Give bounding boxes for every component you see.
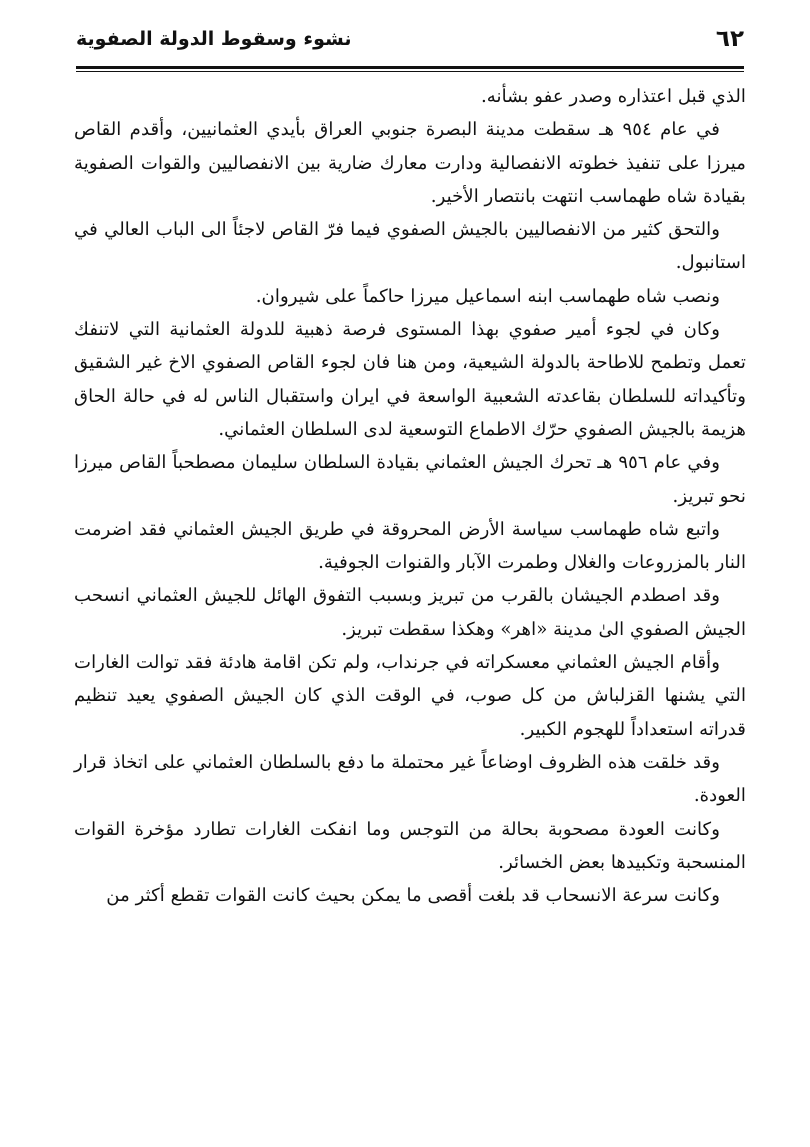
paragraph: وكانت سرعة الانسحاب قد بلغت أقصى ما يمكن بحيث كانت القوات تقطع أكثر من [106,885,720,907]
paragraph: وكان في لجوء أمير صفوي بهذا المستوى فرصة ذهبية للدولة العثمانية التي لاتنفك تعمل وتطمح للاطاحة بالدولة الشيعية، ومن هنا فان لجوء القاص الصفوي الاخ غير الشقيق وتأكيداته للسلطان بقاعدته الشعبية الواسعة في ايران واستقبال الناس له في حالة الحاق هزيمة بالجيش الصفوي حرّك الاطماع التوسعية لدى السلطان العثماني. [74,319,746,440]
paragraph: في عام ٩٥٤ هـ سقطت مدينة البصرة جنوبي العراق بأيدي العثمانيين، وأقدم القاص ميرزا على تنفيذ خطوته الانفصالية ودارت معارك ضارية بين الانفصاليين والقوات الصفوية بقيادة شاه طهماسب انتهت بانتصار الأخير. [74,119,746,207]
paragraph: وفي عام ٩٥٦ هـ تحرك الجيش العثماني بقيادة السلطان سليمان مصطحباً القاص ميرزا نحو تبريز. [74,452,746,507]
body-text [74,80,746,912]
paragraph: الذي قبل اعتذاره وصدر عفو بشأنه. [481,86,746,107]
paragraph: والتحق كثير من الانفصاليين بالجيش الصفوي فيما فرّ القاص لاجئاً الى الباب العالي في استانبول. [74,219,746,274]
paragraph: وقد اصطدم الجيشان بالقرب من تبريز وبسبب التفوق الهائل للجيش العثماني انسحب الجيش الصفوي الىٰ مدينة «اهر» وهكذا سقطت تبريز. [74,585,746,640]
paragraph: وأقام الجيش العثماني معسكراته في جرنداب، ولم تكن اقامة هادئة فقد توالت الغارات التي يشنها القزلباش من كل صوب، في الوقت الذي كان الجيش الصفوي يعيد تنظيم قدراته استعداداً للهجوم الكبير. [74,652,746,740]
paragraph: وكانت العودة مصحوبة بحالة من التوجس وما انفكت الغارات تطارد مؤخرة القوات المنسحبة وتكبيدها بعض الخسائر. [74,818,746,873]
header-rule-thick [76,66,744,69]
header-rule-thin [76,71,744,72]
running-title: نشوء وسقوط الدولة الصفوية [76,28,352,50]
page-header [76,26,744,60]
paragraph: واتبع شاه طهماسب سياسة الأرض المحروقة في طريق الجيش العثماني فقد اضرمت النار بالمزروعات والغلال وطمرت الآبار والقنوات الجوفية. [74,518,746,574]
paragraph: وقد خلقت هذه الظروف اوضاعاً غير محتملة ما دفع بالسلطان العثماني على اتخاذ قرار العودة. [74,751,746,807]
page-number: ٦٢ [715,26,744,52]
paragraph: ونصب شاه طهماسب ابنه اسماعيل ميرزا حاكماً على شيروان. [255,285,720,307]
